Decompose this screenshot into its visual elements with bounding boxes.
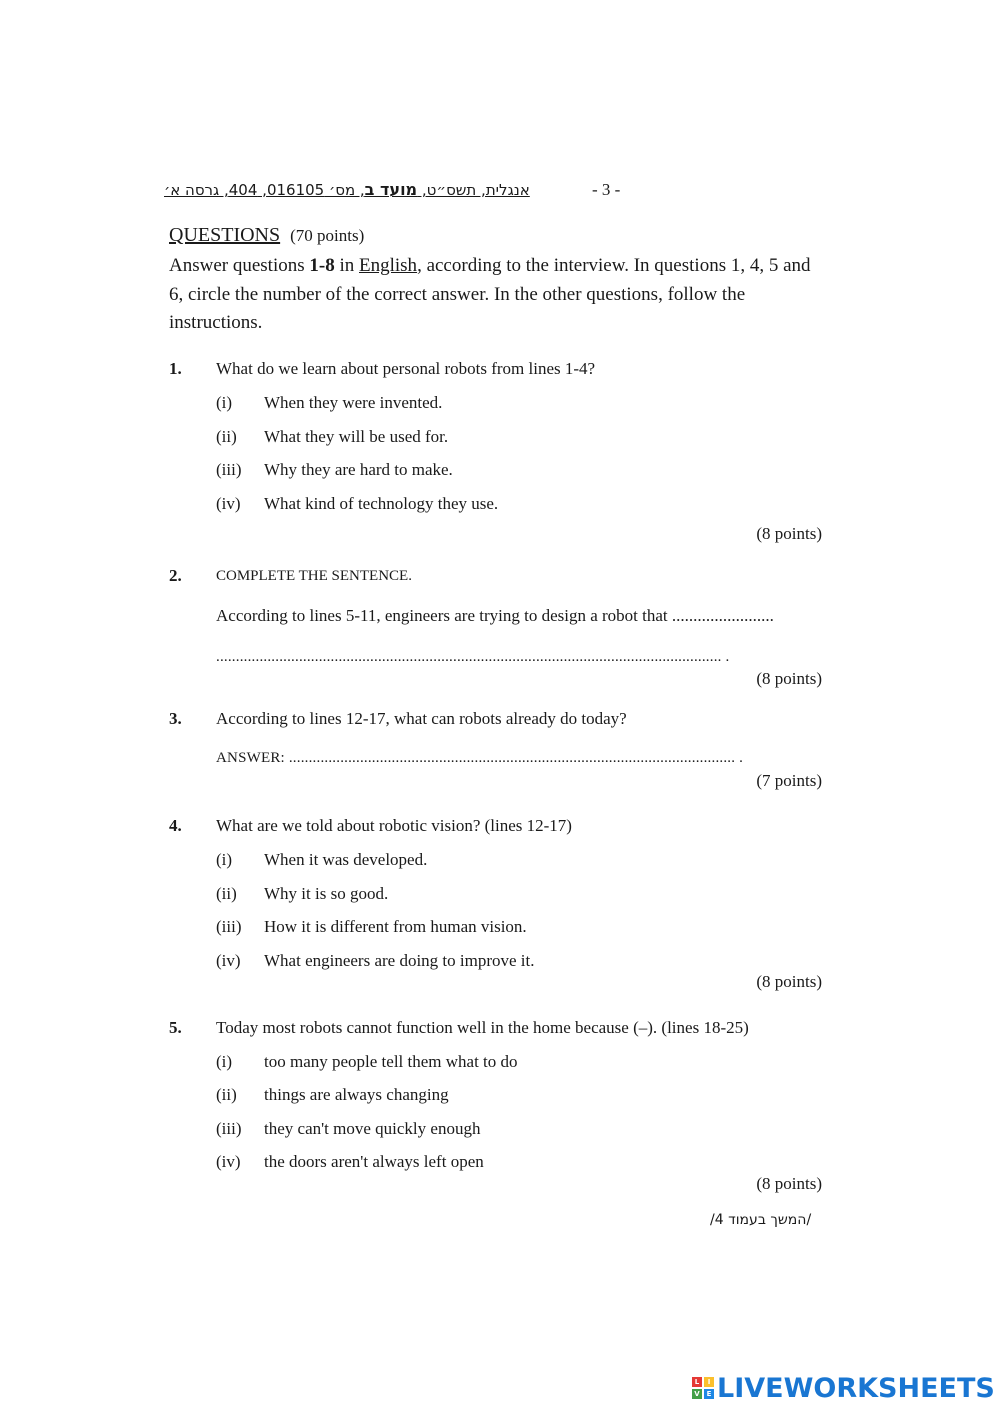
option-text: Why they are hard to make. bbox=[264, 460, 453, 479]
liveworksheets-logo bbox=[692, 1373, 995, 1403]
answer-line[interactable]: ................................................................................................................................ . bbox=[216, 649, 730, 665]
question-points: (8 points) bbox=[756, 669, 822, 688]
option-label[interactable]: (i) bbox=[216, 1052, 233, 1071]
option-text: they can't move quickly enough bbox=[264, 1119, 481, 1138]
logo-letter: L bbox=[692, 1377, 702, 1387]
section-points: (70 points) bbox=[290, 226, 365, 245]
question-text[interactable]: According to lines 5-11, engineers are trying to design a robot that ........................ bbox=[216, 606, 774, 625]
option-text: How it is different from human vision. bbox=[264, 917, 527, 936]
option-text: What they will be used for. bbox=[264, 427, 449, 446]
logo-icon bbox=[692, 1377, 714, 1399]
section-instructions bbox=[169, 252, 824, 338]
option-label[interactable]: (iv) bbox=[216, 494, 241, 513]
option-label[interactable]: (ii) bbox=[216, 884, 237, 903]
question-points: (8 points) bbox=[756, 972, 822, 991]
option-text: What kind of technology they use. bbox=[264, 494, 499, 513]
question-text: What do we learn about personal robots from lines 1-4? bbox=[216, 359, 596, 378]
question-text: What are we told about robotic vision? (lines 12-17) bbox=[216, 816, 572, 835]
option-text: When it was developed. bbox=[264, 850, 428, 869]
option-label[interactable]: (iii) bbox=[216, 917, 242, 936]
question-instruction: COMPLETE THE SENTENCE. bbox=[216, 568, 412, 584]
option-text: things are always changing bbox=[264, 1085, 449, 1104]
page-number: - 3 - bbox=[592, 180, 621, 199]
option-text: too many people tell them what to do bbox=[264, 1052, 518, 1071]
option-text: When they were invented. bbox=[264, 393, 443, 412]
option-label[interactable]: (ii) bbox=[216, 427, 237, 446]
question-points: (8 points) bbox=[756, 524, 822, 543]
option-label[interactable]: (iv) bbox=[216, 1152, 241, 1171]
logo-letter: E bbox=[704, 1389, 714, 1399]
question-number: 3. bbox=[169, 709, 182, 728]
continue-note: /המשך בעמוד 4/ bbox=[710, 1212, 812, 1228]
intro-text-3: , according to the interview. In questions 1, 4, 5 and 6, circle the number of the correct answer. In the other questions, follow the instructions. bbox=[169, 255, 811, 333]
option-label[interactable]: (iv) bbox=[216, 951, 241, 970]
intro-underlined-english: English bbox=[359, 255, 418, 276]
question-number: 4. bbox=[169, 816, 182, 835]
logo-letter: V bbox=[692, 1389, 702, 1399]
option-text: the doors aren't always left open bbox=[264, 1152, 484, 1171]
question-number: 5. bbox=[169, 1018, 182, 1037]
option-label[interactable]: (i) bbox=[216, 850, 233, 869]
option-text: Why it is so good. bbox=[264, 884, 389, 903]
answer-line[interactable]: ANSWER: ................................................................................................................. . bbox=[216, 750, 744, 766]
header-session-bold: מועד ב bbox=[364, 180, 418, 199]
section-title-label: QUESTIONS bbox=[169, 224, 281, 246]
brand-name: LIVEWORKSHEETS bbox=[717, 1372, 995, 1404]
option-label[interactable]: (i) bbox=[216, 393, 233, 412]
header-text-2: , מס׳ 016105, 404, גרסה א׳ bbox=[164, 181, 365, 199]
option-label[interactable]: (iii) bbox=[216, 460, 242, 479]
section-title bbox=[169, 224, 364, 247]
intro-text-1: Answer questions bbox=[169, 255, 310, 276]
exam-header-hebrew bbox=[164, 180, 542, 199]
option-label[interactable]: (ii) bbox=[216, 1085, 237, 1104]
header-text-1: אנגלית, תשס״ט, bbox=[417, 181, 530, 199]
intro-bold-range: 1-8 bbox=[309, 255, 335, 276]
option-label[interactable]: (iii) bbox=[216, 1119, 242, 1138]
question-text: According to lines 12-17, what can robots already do today? bbox=[216, 709, 627, 728]
question-text: Today most robots cannot function well in the home because (–). (lines 18-25) bbox=[216, 1018, 749, 1037]
option-text: What engineers are doing to improve it. bbox=[264, 951, 535, 970]
question-points: (7 points) bbox=[756, 771, 822, 790]
intro-text-2: in bbox=[334, 255, 359, 276]
logo-letter: I bbox=[704, 1377, 714, 1387]
question-number: 2. bbox=[169, 566, 182, 585]
question-points: (8 points) bbox=[756, 1174, 822, 1193]
question-number: 1. bbox=[169, 359, 182, 378]
